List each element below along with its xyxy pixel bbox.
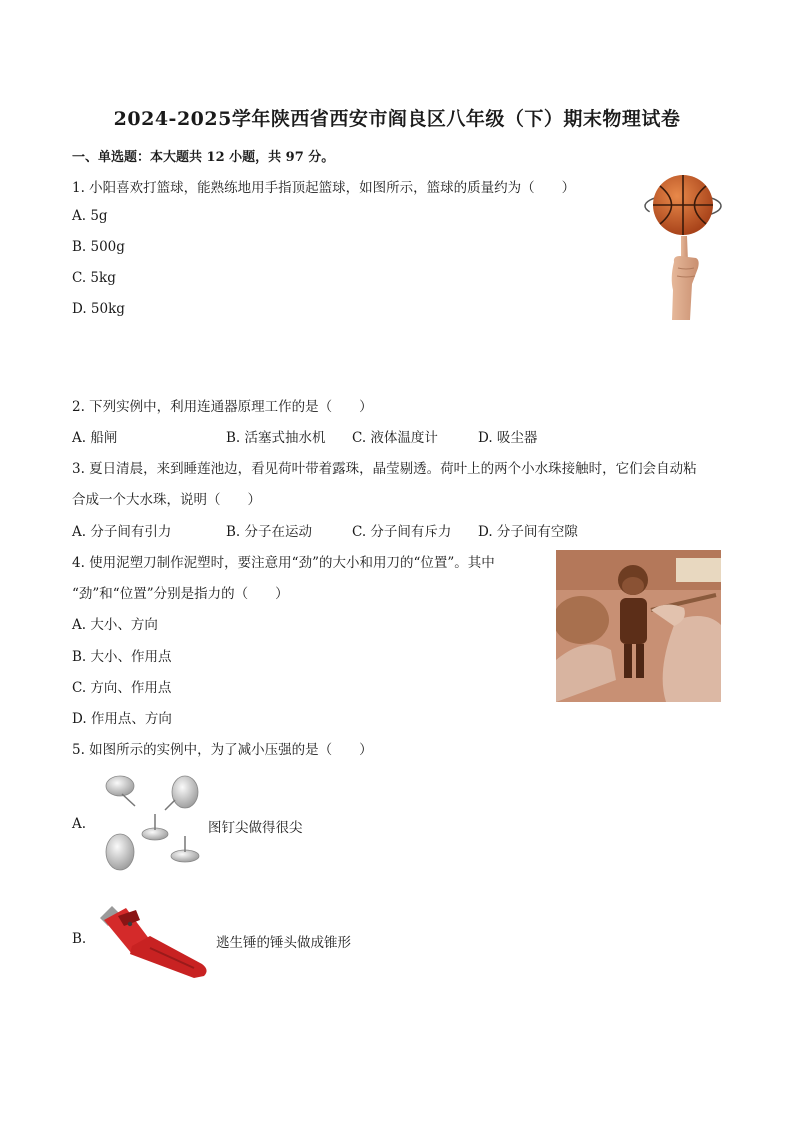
q1-option-b: B. 500g	[72, 239, 125, 255]
q5-stem: 5. 如图所示的实例中，为了减小压强的是（ ）	[72, 742, 373, 758]
q2-option-d: D. 吸尘器	[478, 430, 538, 446]
page-title: 2024-2025学年陕西省西安市阎良区八年级（下）期末物理试卷	[113, 108, 681, 130]
q4-option-d: D. 作用点、方向	[72, 711, 172, 727]
q3-stem-line2: 合成一个大水珠，说明（ ）	[72, 492, 261, 508]
section-heading: 一、单选题：本大题共 12 小题，共 97 分。	[72, 150, 335, 165]
q3-option-b: B. 分子在运动	[226, 524, 313, 540]
q4-stem-line2: “劲”和“位置”分别是指力的（ ）	[72, 586, 289, 602]
clay-sculpture-icon	[556, 550, 721, 702]
q5-option-a-letter: A.	[72, 816, 87, 832]
q2-stem: 2. 下列实例中，利用连通器原理工作的是（ ）	[72, 399, 373, 415]
q1-option-a: A. 5g	[72, 208, 108, 224]
q2-option-c: C. 液体温度计	[352, 430, 438, 446]
q4-option-a: A. 大小、方向	[72, 617, 158, 633]
q2-option-b: B. 活塞式抽水机	[226, 430, 326, 446]
q1-stem: 1. 小阳喜欢打篮球，能熟练地用手指顶起篮球，如图所示，篮球的质量约为（ ）	[72, 180, 576, 196]
q3-option-c: C. 分子间有斥力	[352, 524, 452, 540]
q2-option-a: A. 船闸	[72, 430, 118, 446]
q1-option-c: C. 5kg	[72, 270, 116, 286]
q1-option-d: D. 50kg	[72, 301, 125, 317]
q4-stem-line1: 4. 使用泥塑刀制作泥塑时，要注意用“劲”的大小和用刀的“位置”。其中	[72, 555, 495, 571]
q3-option-d: D. 分子间有空隙	[478, 524, 578, 540]
thumbtacks-icon	[95, 770, 207, 874]
q4-option-b: B. 大小、作用点	[72, 649, 172, 665]
q5-option-b-caption: 逃生锤的锤头做成锥形	[216, 935, 351, 951]
basketball-finger-icon	[640, 172, 726, 320]
q4-option-c: C. 方向、作用点	[72, 680, 172, 696]
escape-hammer-icon	[90, 896, 214, 980]
q3-stem-line1: 3. 夏日清晨，来到睡莲池边，看见荷叶带着露珠，晶莹剔透。荷叶上的两个小水珠接触时，它们会自动粘	[72, 461, 697, 477]
q5-option-a-caption: 图钉尖做得很尖	[208, 820, 303, 836]
q5-option-b-letter: B.	[72, 931, 87, 947]
q3-option-a: A. 分子间有引力	[72, 524, 172, 540]
